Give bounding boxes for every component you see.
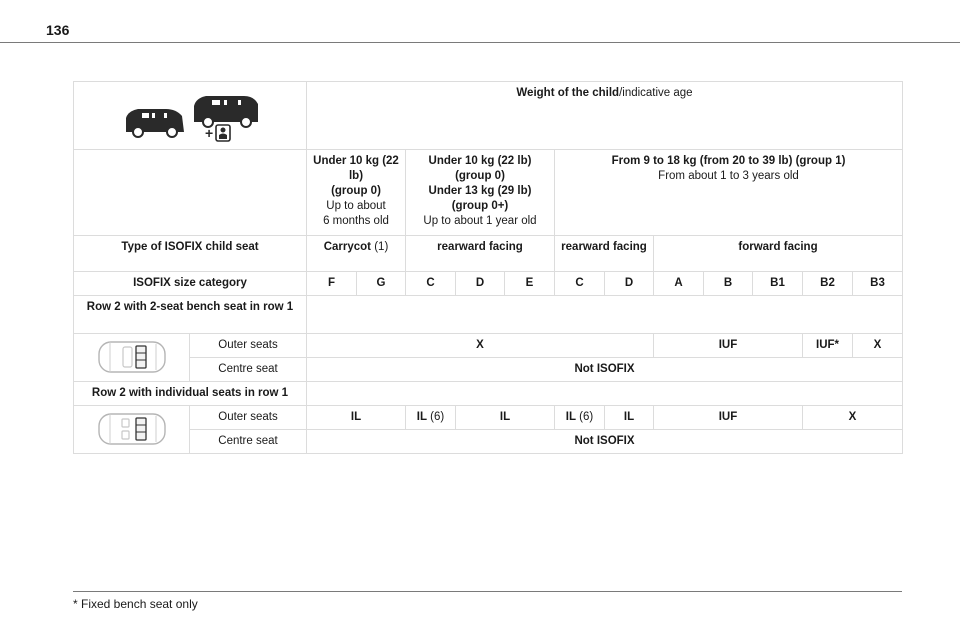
seat-type-label: Type of ISOFIX child seat — [74, 236, 307, 272]
section2-centre-row — [74, 430, 903, 454]
size-cell: B3 — [853, 272, 903, 296]
section1-centre-row — [74, 358, 903, 382]
section2-title-row — [74, 382, 903, 406]
weight-header: Weight of the child/indicative age — [307, 82, 903, 150]
outer-seats-label: Outer seats — [190, 406, 307, 430]
outer-seats-value: IUF — [654, 334, 803, 358]
forward-facing: forward facing — [654, 236, 903, 272]
page-number: 136 — [46, 22, 70, 38]
centre-seat-label: Centre seat — [190, 430, 307, 454]
centre-seat-value: Not ISOFIX — [307, 358, 903, 382]
outer-seats-value: X — [853, 334, 903, 358]
vans-child-seat-icon — [120, 86, 260, 142]
centre-seat-value: Not ISOFIX — [307, 430, 903, 454]
group-1: From 9 to 18 kg (from 20 to 39 lb) (group 1) From about 1 to 3 years old — [555, 150, 903, 236]
size-cell: B — [704, 272, 753, 296]
section1-title: Row 2 with 2-seat bench seat in row 1 — [74, 296, 307, 334]
size-cell: E — [505, 272, 555, 296]
size-cell: C — [555, 272, 605, 296]
outer-seats-value: IUF — [654, 406, 803, 430]
section2-title: Row 2 with individual seats in row 1 — [74, 382, 307, 406]
size-cell: B1 — [753, 272, 803, 296]
outer-seats-value: X — [307, 334, 654, 358]
size-cell: A — [654, 272, 704, 296]
size-cell: B2 — [803, 272, 853, 296]
rearward-facing-1: rearward facing — [406, 236, 555, 272]
outer-seats-value: IUF* — [803, 334, 853, 358]
seat-diagram-cell — [74, 334, 190, 382]
seating-layout-bench-icon — [96, 338, 168, 376]
size-category-row — [74, 272, 903, 296]
outer-seats-value: IL — [605, 406, 654, 430]
size-cell: G — [357, 272, 406, 296]
seating-layout-individual-icon — [96, 410, 168, 448]
isofix-table — [73, 81, 903, 454]
section2-outer-row — [74, 406, 903, 430]
group-0-plus: Under 10 kg (22 lb) (group 0) Under 13 kg (29 lb) (group 0+) Up to about 1 year old — [406, 150, 555, 236]
svg-text:+: + — [205, 125, 214, 141]
carrycot-cell: Carrycot (1) — [307, 236, 406, 272]
size-cell: F — [307, 272, 357, 296]
outer-seats-value: IL (6) — [406, 406, 456, 430]
seat-type-row — [74, 236, 903, 272]
section1-title-row — [74, 296, 903, 334]
footnote: * Fixed bench seat only — [73, 597, 198, 611]
outer-seats-value: IL (6) — [555, 406, 605, 430]
header-row — [74, 82, 903, 150]
footer-divider — [73, 591, 902, 592]
size-category-label: ISOFIX size category — [74, 272, 307, 296]
centre-seat-label: Centre seat — [190, 358, 307, 382]
size-cell: D — [605, 272, 654, 296]
group-row — [74, 150, 903, 236]
outer-seats-value: IL — [456, 406, 555, 430]
section1-outer-row — [74, 334, 903, 358]
outer-seats-label: Outer seats — [190, 334, 307, 358]
vehicle-icon-cell — [74, 82, 307, 150]
outer-seats-value: X — [803, 406, 903, 430]
size-cell: D — [456, 272, 505, 296]
rearward-facing-2: rearward facing — [555, 236, 654, 272]
group-0-carrycot: Under 10 kg (22 lb) (group 0) Up to about 6 months old — [307, 150, 406, 236]
top-divider — [0, 42, 960, 43]
size-cell: C — [406, 272, 456, 296]
seat-diagram-cell — [74, 406, 190, 454]
outer-seats-value: IL — [307, 406, 406, 430]
